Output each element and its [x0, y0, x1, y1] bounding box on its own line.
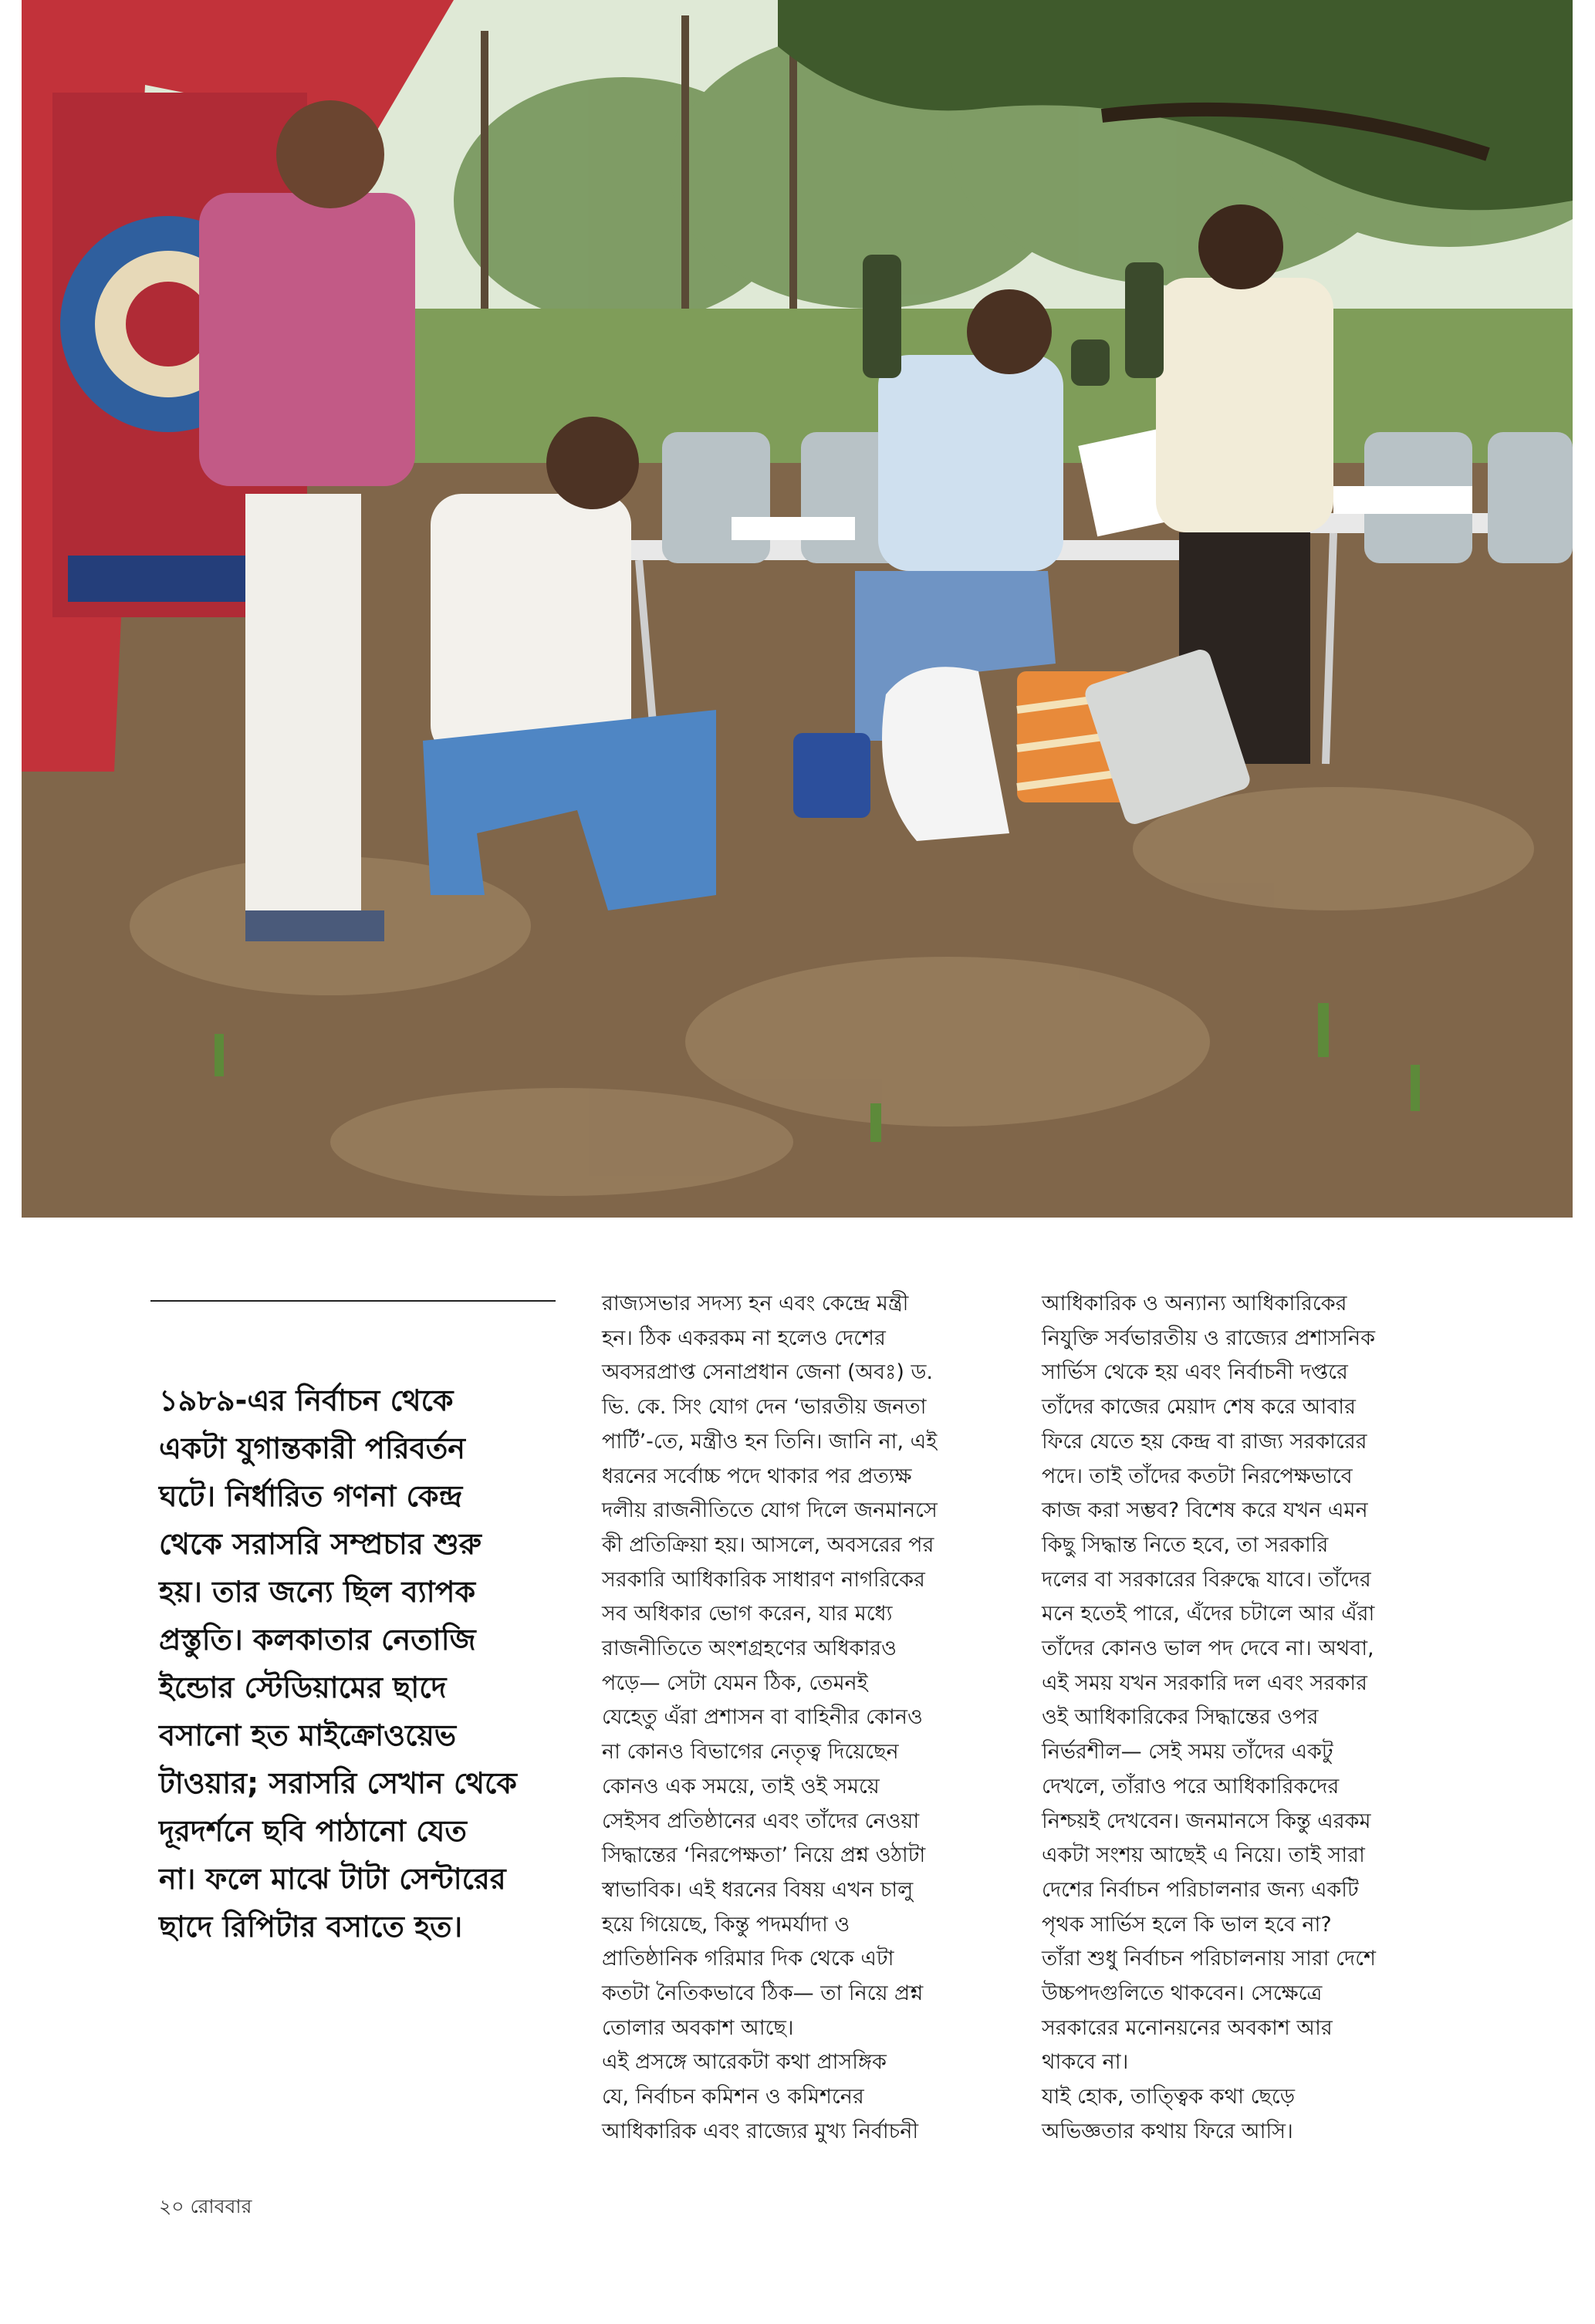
article-column-2: রাজ্যসভার সদস্য হন এবং কেন্দ্রে মন্ত্রী হন। ঠিক একরকম না হলেও দেশের অবসরপ্রাপ্ত সেনাপ্রধান জেনা (অবঃ) ড. ভি. কে. সিং যোগ দেন ‘ভারতীয় জনতা পার্টি’-তে, মন্ত্রীও হন তিনি। জানি না, এই ধরনের সর্বোচ্চ পদে থাকার পর প্রত্যক্ষ দলীয় রাজনীতিতে যোগ দিলে জনমানসে কী প্রতিক্রিয়া হয়। আসলে, অবসরের পর সরকারি আধিকারিক সাধারণ নাগরিকের সব অধিকার ভোগ করেন, যার মধ্যে রাজনীতিতে অংশগ্রহণের অধিকারও পড়ে— সেটা যেমন ঠিক, তেমনই যেহেতু এঁরা প্রশাসন বা বাহিনীর কোনও না কোনও বিভাগের নেতৃত্ব দিয়েছেন কোনও এক সময়ে, তাই ওই সময়ে সেইসব প্রতিষ্ঠানের এবং তাঁদের নেওয়া সিদ্ধান্তের ‘নিরপেক্ষতা’ নিয়ে প্রশ্ন ওঠাটা স্বাভাবিক। এই ধরনের বিষয় এখন চালু হয়ে গিয়েছে, কিন্তু পদমর্যাদা ও প্রাতিষ্ঠানিক গরিমার দিক থেকে এটা কতটা নৈতিকভাবে ঠিক— তা নিয়ে প্রশ্ন তোলার অবকাশ আছে। এই প্রসঙ্গে আরেকটা কথা প্রাসঙ্গিক যে, নির্বাচন কমিশন ও কমিশনের আধিকারিক এবং রাজ্যের মুখ্য নির্বাচনী [602, 1292, 938, 2143]
article-column-3: আধিকারিক ও অন্যান্য আধিকারিকের নিযুক্তি সর্বভারতীয় ও রাজ্যের প্রশাসনিক সার্ভিস থেকে হয় এবং নির্বাচনী দপ্তরে তাঁদের কাজের মেয়াদ শেষ করে আবার ফিরে যেতে হয় কেন্দ্র বা রাজ্য সরকারের পদে। তাই তাঁদের কতটা নিরপেক্ষভাবে কাজ করা সম্ভব? বিশেষ করে যখন এমন কিছু সিদ্ধান্ত নিতে হবে, তা সরকারি দলের বা সরকারের বিরুদ্ধে যাবে। তাঁদের মনে হতেই পারে, এঁদের চটালে আর এঁরা তাঁদের কোনও ভাল পদ দেবে না। অথবা, এই সময় যখন সরকারি দল এবং সরকার ওই আধিকারিকের সিদ্ধান্তের ওপর নির্ভরশীল— সেই সময় তাঁদের একটু দেখলে, তাঁরাও পরে আধিকারিকদের নিশ্চয়ই দেখবেন। জনমানসে কিন্তু এরকম একটা সংশয় আছেই এ নিয়ে। তাই সারা দেশের নির্বাচন পরিচালনার জন্য একটি পৃথক সার্ভিস হলে কি ভাল হবে না? তাঁরা শুধু নির্বাচন পরিচালনায় সারা দেশে উচ্চপদগুলিতে থাকবেন। সেক্ষেত্রে সরকারের মনোনয়নের অবকাশ আর থাকবে না। যাই হোক, তাত্ত্বিক কথা ছেড়ে অভিজ্ঞতার কথায় ফিরে আসি। [1042, 1292, 1377, 2143]
page-folio: ২০ রোববার [159, 2195, 252, 2218]
outdoor-polling-officials-photo-icon [22, 0, 1573, 1218]
pull-quote: ১৯৮৯-এর নির্বাচন থেকে একটা যুগান্তকারী পরিবর্তন ঘটে। নির্ধারিত গণনা কেন্দ্র থেকে সরাসরি সম্প্রচার শুরু হয়। তার জন্যে ছিল ব্যাপক প্রস্তুতি। কলকাতার নেতাজি ইন্ডোর স্টেডিয়ামের ছাদে বসানো হত মাইক্রোওয়েভ টাওয়ার; সরাসরি সেখান থেকে দূরদর্শনে ছবি পাঠানো যেত না। ফলে মাঝে টাটা সেন্টারের ছাদে রিপিটার বসাতে হত। [159, 1383, 517, 1944]
article-photo [22, 0, 1573, 1218]
pull-quote-rule [150, 1300, 556, 1302]
